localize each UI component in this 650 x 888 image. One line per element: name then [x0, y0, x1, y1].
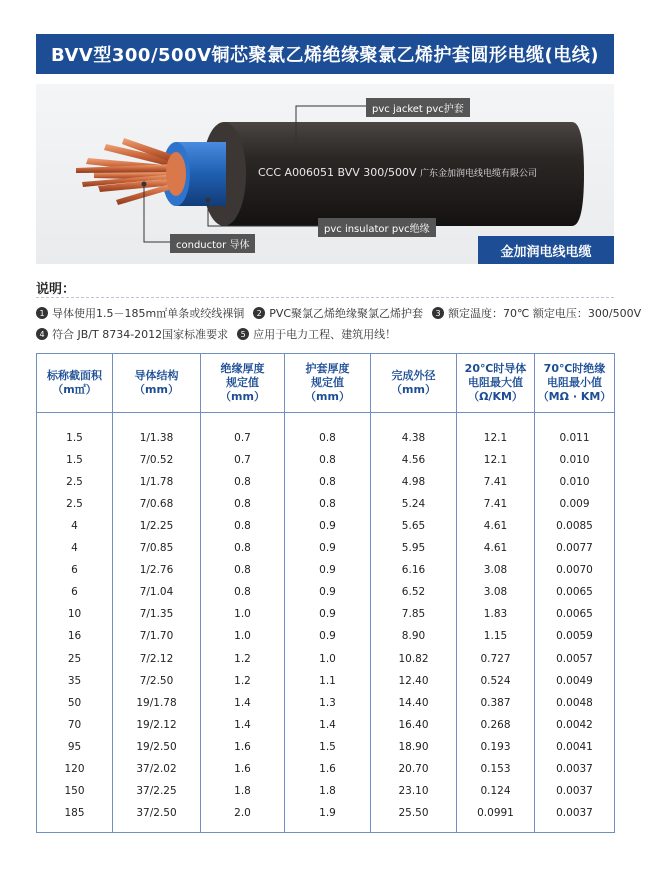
table-cell: 1.6	[201, 736, 285, 758]
table-cell: 7.85	[371, 603, 457, 625]
table-cell: 0.0057	[535, 648, 615, 670]
column-header: 完成外径 （mm）	[371, 354, 457, 413]
table-cell: 19/1.78	[113, 692, 201, 714]
table-cell: 0.7	[201, 449, 285, 471]
table-cell: 1/2.25	[113, 515, 201, 537]
table-cell: 6.52	[371, 581, 457, 603]
table-cell: 70	[37, 714, 113, 736]
table-cell: 1.83	[457, 603, 535, 625]
note-item: 5 应用于电力工程、建筑用线！	[237, 326, 396, 342]
table-cell: 19/2.50	[113, 736, 201, 758]
table-cell: 4.38	[371, 413, 457, 450]
brand-tag: 金加润电线电缆	[478, 236, 614, 264]
table-cell: 1.0	[285, 648, 371, 670]
table-cell: 4.61	[457, 537, 535, 559]
table-cell: 1.2	[201, 648, 285, 670]
column-header: 标称截面积 （m㎡）	[37, 354, 113, 413]
table-cell: 4	[37, 515, 113, 537]
table-cell: 3.08	[457, 559, 535, 581]
table-cell: 0.727	[457, 648, 535, 670]
table-cell: 6.16	[371, 559, 457, 581]
notes-divider	[36, 297, 614, 298]
table-cell: 0.8	[285, 413, 371, 450]
table-cell: 7.41	[457, 493, 535, 515]
table-cell: 0.9	[285, 537, 371, 559]
notes-line-1	[36, 305, 642, 321]
table-cell: 1.9	[285, 802, 371, 833]
table-row	[37, 515, 615, 537]
table-cell: 0.8	[201, 493, 285, 515]
table-cell: 0.8	[285, 449, 371, 471]
table-cell: 0.193	[457, 736, 535, 758]
table-cell: 50	[37, 692, 113, 714]
table-cell: 16.40	[371, 714, 457, 736]
table-cell: 0.7	[201, 413, 285, 450]
table-cell: 0.010	[535, 449, 615, 471]
table-row	[37, 758, 615, 780]
table-cell: 0.0991	[457, 802, 535, 833]
table-row	[37, 559, 615, 581]
table-cell: 120	[37, 758, 113, 780]
table-row	[37, 780, 615, 802]
column-header: 20℃时导体 电阻最大值 （Ω/KM）	[457, 354, 535, 413]
table-cell: 2.5	[37, 493, 113, 515]
table-cell: 0.0070	[535, 559, 615, 581]
table-cell: 19/2.12	[113, 714, 201, 736]
table-cell: 1.4	[285, 714, 371, 736]
table-cell: 0.010	[535, 471, 615, 493]
table-cell: 7/2.12	[113, 648, 201, 670]
table-cell: 1.0	[201, 625, 285, 647]
table-cell: 8.90	[371, 625, 457, 647]
note-number: 3	[432, 307, 444, 319]
table-cell: 7/0.68	[113, 493, 201, 515]
table-cell: 10.82	[371, 648, 457, 670]
column-header: 护套厚度 规定值 （mm）	[285, 354, 371, 413]
table-cell: 6	[37, 559, 113, 581]
table-cell: 0.0048	[535, 692, 615, 714]
table-cell: 1.2	[201, 670, 285, 692]
table-cell: 0.0037	[535, 758, 615, 780]
note-item: 1 导体使用1.5－185m㎡单条或绞线裸铜	[36, 305, 244, 321]
spec-table	[36, 353, 615, 833]
table-cell: 0.124	[457, 780, 535, 802]
table-cell: 0.0037	[535, 780, 615, 802]
table-cell: 12.1	[457, 449, 535, 471]
table-cell: 0.9	[285, 625, 371, 647]
table-cell: 4.98	[371, 471, 457, 493]
table-row	[37, 670, 615, 692]
table-body	[37, 413, 615, 833]
table-cell: 1.4	[201, 714, 285, 736]
cable-photo	[36, 84, 614, 264]
table-cell: 1.8	[285, 780, 371, 802]
table-cell: 7/1.04	[113, 581, 201, 603]
table-cell: 2.0	[201, 802, 285, 833]
table-cell: 5.95	[371, 537, 457, 559]
table-cell: 1.6	[201, 758, 285, 780]
table-cell: 7/0.85	[113, 537, 201, 559]
table-cell: 0.524	[457, 670, 535, 692]
table-cell: 1.15	[457, 625, 535, 647]
table-cell: 4	[37, 537, 113, 559]
notes-line-2	[36, 326, 636, 342]
conductor-end	[166, 152, 186, 196]
note-number: 1	[36, 307, 48, 319]
table-row	[37, 581, 615, 603]
table-cell: 14.40	[371, 692, 457, 714]
table-cell: 0.0085	[535, 515, 615, 537]
table-cell: 0.9	[285, 559, 371, 581]
page-title: BVV型300/500V铜芯聚氯乙烯绝缘聚氯乙烯护套圆形电缆(电线)	[36, 34, 614, 74]
table-cell: 12.1	[457, 413, 535, 450]
table-cell: 1.5	[37, 449, 113, 471]
conductor-label: conductor 导体	[170, 234, 255, 253]
table-cell: 185	[37, 802, 113, 833]
table-cell: 2.5	[37, 471, 113, 493]
table-cell: 12.40	[371, 670, 457, 692]
table-cell: 6	[37, 581, 113, 603]
table-cell: 0.0041	[535, 736, 615, 758]
note-item: 2 PVC聚氯乙烯绝缘聚氯乙烯护套	[253, 305, 423, 321]
table-row	[37, 692, 615, 714]
table-cell: 0.0065	[535, 581, 615, 603]
table-cell: 0.0077	[535, 537, 615, 559]
table-row	[37, 736, 615, 758]
note-item: 4 符合 JB/T 8734-2012国家标准要求	[36, 326, 228, 342]
notes-heading: 说明：	[36, 282, 76, 297]
table-cell: 0.8	[285, 493, 371, 515]
table-cell: 0.0065	[535, 603, 615, 625]
table-cell: 37/2.50	[113, 802, 201, 833]
table-cell: 0.8	[201, 559, 285, 581]
column-header: 导体结构 （mm）	[113, 354, 201, 413]
table-cell: 0.8	[201, 515, 285, 537]
table-cell: 23.10	[371, 780, 457, 802]
table-cell: 0.011	[535, 413, 615, 450]
table-row	[37, 413, 615, 450]
table-cell: 35	[37, 670, 113, 692]
table-cell: 37/2.25	[113, 780, 201, 802]
table-cell: 0.268	[457, 714, 535, 736]
table-cell: 7/0.52	[113, 449, 201, 471]
table-cell: 25	[37, 648, 113, 670]
table-row	[37, 471, 615, 493]
table-row	[37, 603, 615, 625]
table-cell: 18.90	[371, 736, 457, 758]
table-row	[37, 625, 615, 647]
table-cell: 0.0049	[535, 670, 615, 692]
copper-strands	[76, 138, 176, 205]
table-row	[37, 648, 615, 670]
column-header: 70℃时绝缘 电阻最小值 （MΩ · KM）	[535, 354, 615, 413]
table-cell: 5.65	[371, 515, 457, 537]
table-cell: 10	[37, 603, 113, 625]
table-cell: 0.0059	[535, 625, 615, 647]
table-cell: 7/2.50	[113, 670, 201, 692]
note-item: 3 额定温度：70℃ 额定电压：300/500V	[432, 305, 641, 321]
table-cell: 1.1	[285, 670, 371, 692]
table-cell: 1.0	[201, 603, 285, 625]
table-cell: 0.009	[535, 493, 615, 515]
jacket-label: pvc jacket pvc护套	[366, 98, 470, 117]
table-row	[37, 537, 615, 559]
table-cell: 3.08	[457, 581, 535, 603]
table-cell: 95	[37, 736, 113, 758]
insulator-label: pvc insulator pvc绝缘	[318, 218, 436, 237]
table-cell: 0.0042	[535, 714, 615, 736]
table-cell: 4.61	[457, 515, 535, 537]
column-header: 绝缘厚度 规定值 （mm）	[201, 354, 285, 413]
table-cell: 0.9	[285, 603, 371, 625]
table-cell: 1.5	[285, 736, 371, 758]
table-cell: 0.9	[285, 581, 371, 603]
table-cell: 0.8	[285, 471, 371, 493]
table-cell: 20.70	[371, 758, 457, 780]
table-row	[37, 493, 615, 515]
table-row	[37, 802, 615, 833]
table-cell: 1.4	[201, 692, 285, 714]
table-cell: 1.3	[285, 692, 371, 714]
note-number: 4	[36, 328, 48, 340]
table-cell: 7/1.70	[113, 625, 201, 647]
table-cell: 7.41	[457, 471, 535, 493]
table-cell: 1.6	[285, 758, 371, 780]
table-cell: 25.50	[371, 802, 457, 833]
table-row	[37, 449, 615, 471]
table-cell: 0.8	[201, 471, 285, 493]
table-cell: 7/1.35	[113, 603, 201, 625]
note-number: 5	[237, 328, 249, 340]
table-cell: 1/1.38	[113, 413, 201, 450]
table-cell: 0.153	[457, 758, 535, 780]
table-cell: 1.8	[201, 780, 285, 802]
table-cell: 1/2.76	[113, 559, 201, 581]
note-number: 2	[253, 307, 265, 319]
table-cell: 16	[37, 625, 113, 647]
table-cell: 0.0037	[535, 802, 615, 833]
table-cell: 0.8	[201, 537, 285, 559]
table-cell: 4.56	[371, 449, 457, 471]
table-row	[37, 714, 615, 736]
cable-print: CCC A006051 BVV 300/500V 广东金加润电线电缆有限公司	[258, 166, 538, 179]
table-cell: 150	[37, 780, 113, 802]
table-cell: 0.9	[285, 515, 371, 537]
table-cell: 1/1.78	[113, 471, 201, 493]
table-header	[37, 354, 615, 413]
table-cell: 1.5	[37, 413, 113, 450]
table-cell: 0.8	[201, 581, 285, 603]
table-cell: 5.24	[371, 493, 457, 515]
table-cell: 37/2.02	[113, 758, 201, 780]
table-cell: 0.387	[457, 692, 535, 714]
